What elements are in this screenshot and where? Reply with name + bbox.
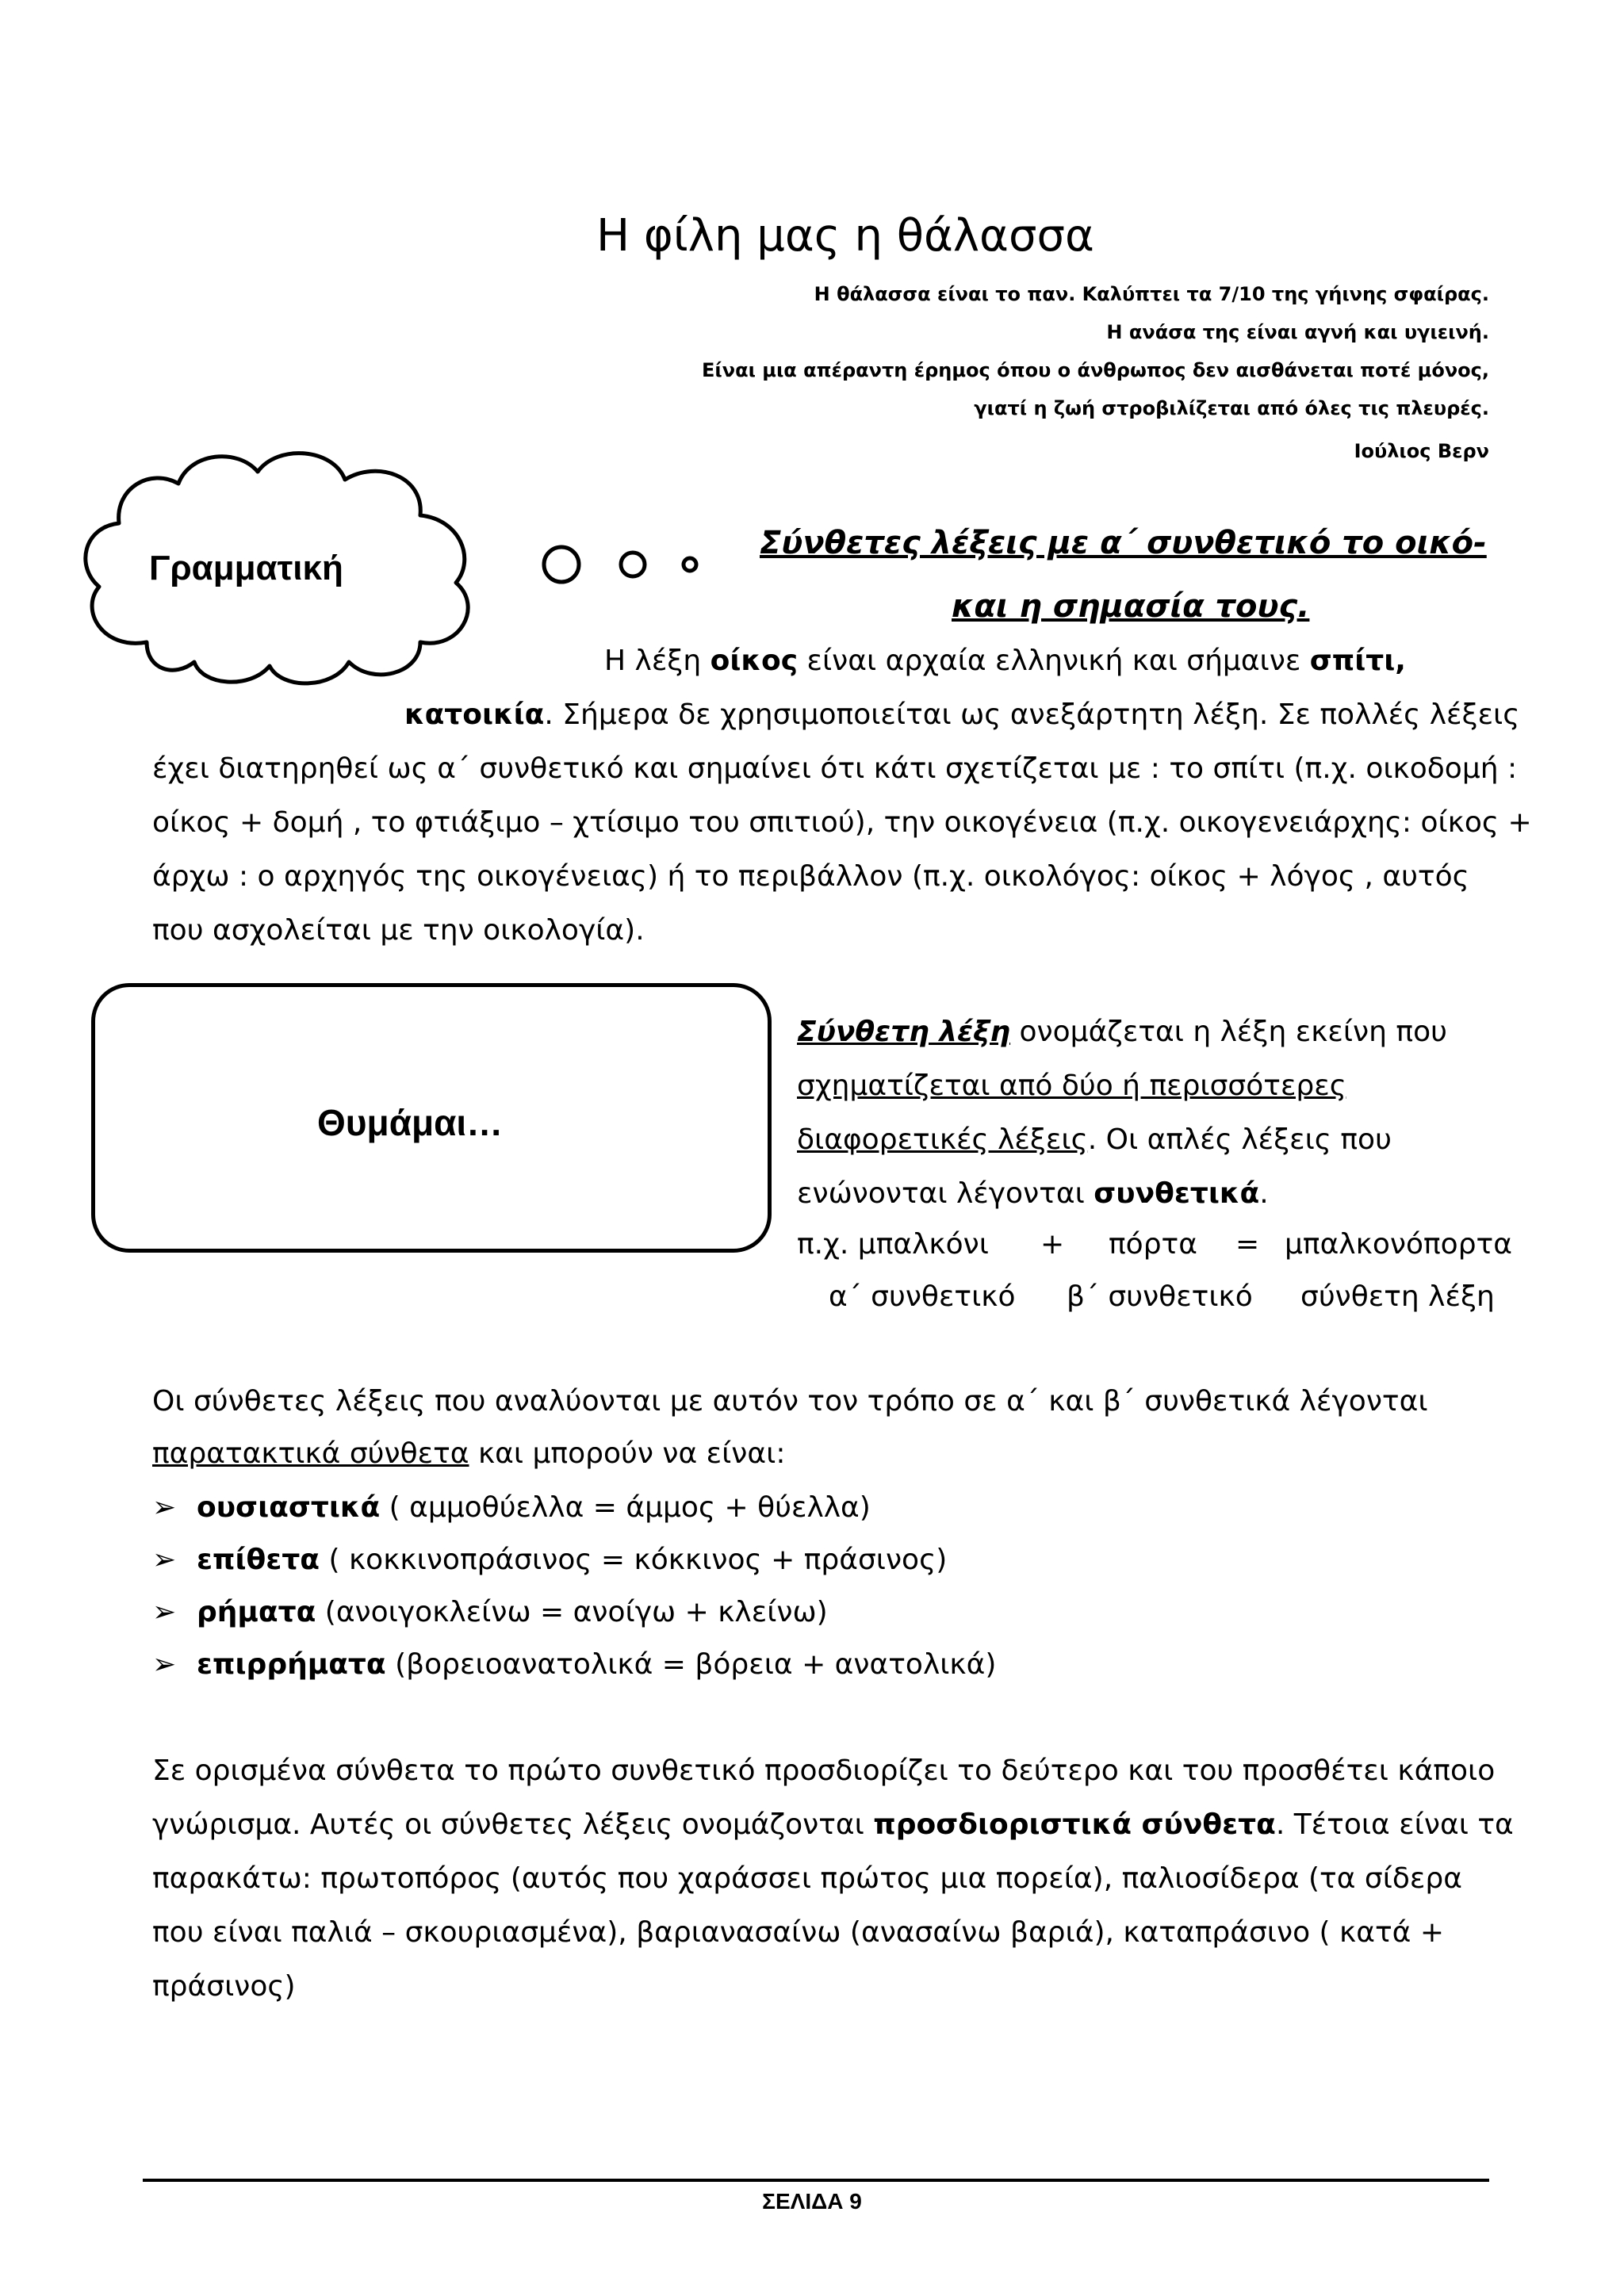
thought-bubble-small xyxy=(684,558,696,571)
oikos-line-5: άρχω : ο αρχηγός της οικογένειας) ή το περιβάλλον (π.χ. οικολόγος: οίκος + λόγος , αυτός xyxy=(152,860,1469,893)
determinative-line-4: που είναι παλιά – σκουριασμένα), βαριανασαίνω (ανασαίνω βαριά), καταπράσινο ( κατά + xyxy=(152,1916,1444,1949)
determinative-line-5: πράσινος) xyxy=(152,1970,296,2003)
arrow-bullet-icon: ➢ xyxy=(152,1596,177,1628)
determinative-line-2: γνώρισμα. Αυτές οι σύνθετες λέξεις ονομάζονται προσδιοριστικά σύνθετα. Τέτοια είναι τα xyxy=(152,1808,1514,1841)
epigraph-author: Ιούλιος Βερν xyxy=(1354,440,1489,462)
thought-bubbles xyxy=(531,531,722,595)
thought-bubble-medium xyxy=(621,553,645,576)
example-plus: + xyxy=(1040,1228,1065,1261)
list-item-text: επιρρήματα (βορειοανατολικά = βόρεια + ανατολικά) xyxy=(197,1648,997,1681)
epigraph-line-4: γιατί η ζωή στροβιλίζεται από όλες τις πλευρές. xyxy=(974,397,1489,419)
oikos-line-6: που ασχολείται με την οικολογία). xyxy=(152,914,645,947)
section-heading-line-1: Σύνθετες λέξεις με α΄ συνθετικό το οικό- xyxy=(760,525,1487,561)
list-item-text: ουσιαστικά ( αμμοθύελλα = άμμος + θύελλα) xyxy=(197,1491,871,1524)
remember-label: Θυμάμαι… xyxy=(317,1102,504,1143)
example-word-2: πόρτα xyxy=(1109,1228,1197,1261)
example-result: μπαλκονόπορτα xyxy=(1285,1228,1512,1261)
list-item xyxy=(152,1647,176,1682)
epigraph-line-1: Η θάλασσα είναι το παν. Καλύπτει τα 7/10 της γήινης σφαίρας. xyxy=(814,283,1489,305)
list-item-text: επίθετα ( κοκκινοπράσινος = κόκκινος + πράσινος) xyxy=(197,1544,948,1576)
example-label-2: β΄ συνθετικό xyxy=(1067,1280,1253,1313)
arrow-bullet-icon: ➢ xyxy=(152,1544,177,1576)
oikos-line-2: κατοικία. Σήμερα δε χρησιμοποιείται ως ανεξάρτητη λέξη. Σε πολλές λέξεις xyxy=(404,698,1520,731)
cloud-label: Γραμματική xyxy=(149,549,343,587)
page-number: ΣΕΛΙΔΑ 9 xyxy=(762,2189,862,2214)
determinative-line-3: παρακάτω: πρωτοπόρος (αυτός που χαράσσει πρώτος μια πορεία), παλιοσίδερα (τα σίδερα xyxy=(152,1862,1462,1895)
footer-rule xyxy=(143,2179,1489,2182)
section-heading-line-2: και η σημασία τους. xyxy=(952,588,1310,625)
epigraph-line-3: Είναι μια απέραντη έρημος όπου ο άνθρωπος δεν αισθάνεται ποτέ μόνος, xyxy=(702,359,1489,381)
definition-line-1: Σύνθετη λέξη ονομάζεται η λέξη εκείνη που xyxy=(797,1016,1447,1048)
oikos-line-3: έχει διατηρηθεί ως α΄ συνθετικό και σημαίνει ότι κάτι σχετίζεται με : το σπίτι (π.χ. οικοδομή : xyxy=(152,752,1518,785)
example-equals: = xyxy=(1235,1228,1260,1261)
list-item xyxy=(152,1595,176,1630)
oikos-line-1: Η λέξη οίκος είναι αρχαία ελληνική και σήμαινε σπίτι, xyxy=(604,645,1406,677)
definition-line-3: διαφορετικές λέξεις. Οι απλές λέξεις που xyxy=(797,1123,1392,1156)
example-label-1: α΄ συνθετικό xyxy=(829,1280,1016,1313)
definition-line-2: σχηματίζεται από δύο ή περισσότερες xyxy=(797,1070,1346,1102)
example-prefix: π.χ. μπαλκόνι xyxy=(797,1228,989,1261)
arrow-bullet-icon: ➢ xyxy=(152,1491,177,1524)
definition-line-4: ενώνονται λέγονται συνθετικά. xyxy=(797,1177,1269,1210)
thought-bubble-large xyxy=(544,547,579,582)
page-title: Η φίλη μας η θάλασσα xyxy=(596,210,1094,262)
oikos-line-4: οίκος + δομή , το φτιάξιμο – χτίσιμο του σπιτιού), την οικογένεια (π.χ. οικογενειάρχης: οίκος + xyxy=(152,806,1532,839)
list-item-text: ρήματα (ανοιγοκλείνω = ανοίγω + κλείνω) xyxy=(197,1596,828,1628)
list-item xyxy=(152,1543,176,1578)
determinative-line-1: Σε ορισμένα σύνθετα το πρώτο συνθετικό προσδιορίζει το δεύτερο και του προσθέτει κάποιο xyxy=(152,1755,1496,1787)
paratactic-line-2: παρατακτικά σύνθετα και μπορούν να είναι: xyxy=(152,1437,786,1470)
epigraph-line-2: Η ανάσα της είναι αγνή και υγιεινή. xyxy=(1106,321,1489,343)
paratactic-line-1: Οι σύνθετες λέξεις που αναλύονται με αυτόν τον τρόπο σε α΄ και β΄ συνθετικά λέγονται xyxy=(152,1385,1428,1418)
arrow-bullet-icon: ➢ xyxy=(152,1648,177,1681)
example-label-3: σύνθετη λέξη xyxy=(1300,1280,1495,1313)
list-item xyxy=(152,1490,176,1525)
